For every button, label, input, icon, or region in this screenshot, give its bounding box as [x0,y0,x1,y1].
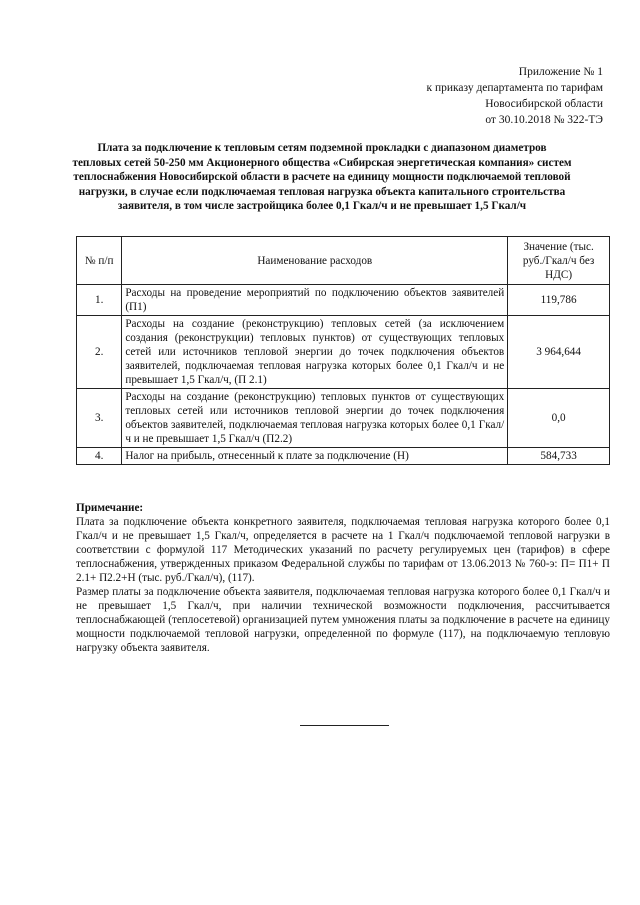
signature-divider [300,725,389,726]
table-row [77,285,610,316]
row-value: 3 964,644 [508,316,610,389]
table-row [77,389,610,448]
row-name: Расходы на создание (реконструкцию) тепловых сетей (за исключением создания (реконструкции) тепловых пунктов) от существующих тепловых сетей или источников тепловой энергии до точек подключения объектов заявителей, подключаемая тепловая нагрузка которых более 0,1 Гкал/ч и не превышает 1,5 Гкал/ч, (П 2.1) [122,316,508,389]
row-num: 3. [77,389,122,448]
row-value: 0,0 [508,389,610,448]
row-name: Налог на прибыль, отнесенный к плате за подключение (Н) [122,448,508,465]
appendix-order-date: от 30.10.2018 № 322-ТЭ [485,114,603,126]
header-name: Наименование расходов [122,237,508,285]
appendix-number: Приложение № 1 [518,66,603,78]
row-num: 1. [77,285,122,316]
row-num: 2. [77,316,122,389]
header-num: № п/п [77,237,122,285]
row-value: 584,733 [508,448,610,465]
note-paragraph-formula: Плата за подключение объекта конкретного заявителя, подключаемая тепловая нагрузка которого более 0,1 Гкал/ч и не превышает 1,5 Гкал/ч, определяется в расчете на 1 Гкал/ч подключаемой тепловой нагрузки в соответствии с формулой 117 Методических указаний по расчету регулируемых цен (тарифов) в сфере теплоснабжения, утвержденных приказом Федеральной службы по тарифам от 13.06.2013 № 760-э: П= П1+ П 2.1+ П2.2+Н (тыс. руб./Гкал/ч), (117). [76,516,610,584]
appendix-block [343,64,603,128]
note-heading: Примечание: [76,502,144,514]
header-value: Значение (тыс. руб./Гкал/ч без НДС) [508,237,610,285]
appendix-order-ref: к приказу департамента по тарифам [426,82,603,94]
note-block [76,501,610,655]
document-title: Плата за подключение к тепловым сетям подземной прокладки с диапазоном диаметров тепловых сетей 50-250 мм Акционерного общества «Сибирская энергетическая компания» систем теплоснабжения Новосибирской области в расчете на единицу мощности подключаемой тепловой нагрузки, в случае если подключаемая тепловая нагрузка объекта капитального строительства заявителя, в том числе застройщика более 0,1 Гкал/ч и не превышает 1,5 Гкал/ч [72,142,572,213]
table-header-row [77,237,610,285]
note-paragraph-size: Размер платы за подключение объекта заявителя, подключаемая тепловая нагрузка которого более 0,1 Гкал/ч и не превышает 1,5 Гкал/ч, при наличии технической возможности подключения, рассчитывается теплоснабжающей (теплосетевой) организацией путем умножения платы за подключение в расчете на единицу мощности подключаемой тепловой нагрузки, определенной по формуле (117), на подключаемую тепловую нагрузку объекта заявителя. [76,586,610,654]
row-num: 4. [77,448,122,465]
row-value: 119,786 [508,285,610,316]
row-name: Расходы на создание (реконструкцию) тепловых пунктов от существующих тепловых сетей или источников тепловой энергии до точек подключения объектов заявителей, подключаемая тепловая нагрузка которых более 0,1 Гкал/ч и не превышает 1,5 Гкал/ч (П2.2) [122,389,508,448]
table-row [77,316,610,389]
cost-table [76,236,610,465]
row-name: Расходы на проведение мероприятий по подключению объектов заявителей (П1) [122,285,508,316]
table-row [77,448,610,465]
appendix-region: Новосибирской области [485,98,603,110]
